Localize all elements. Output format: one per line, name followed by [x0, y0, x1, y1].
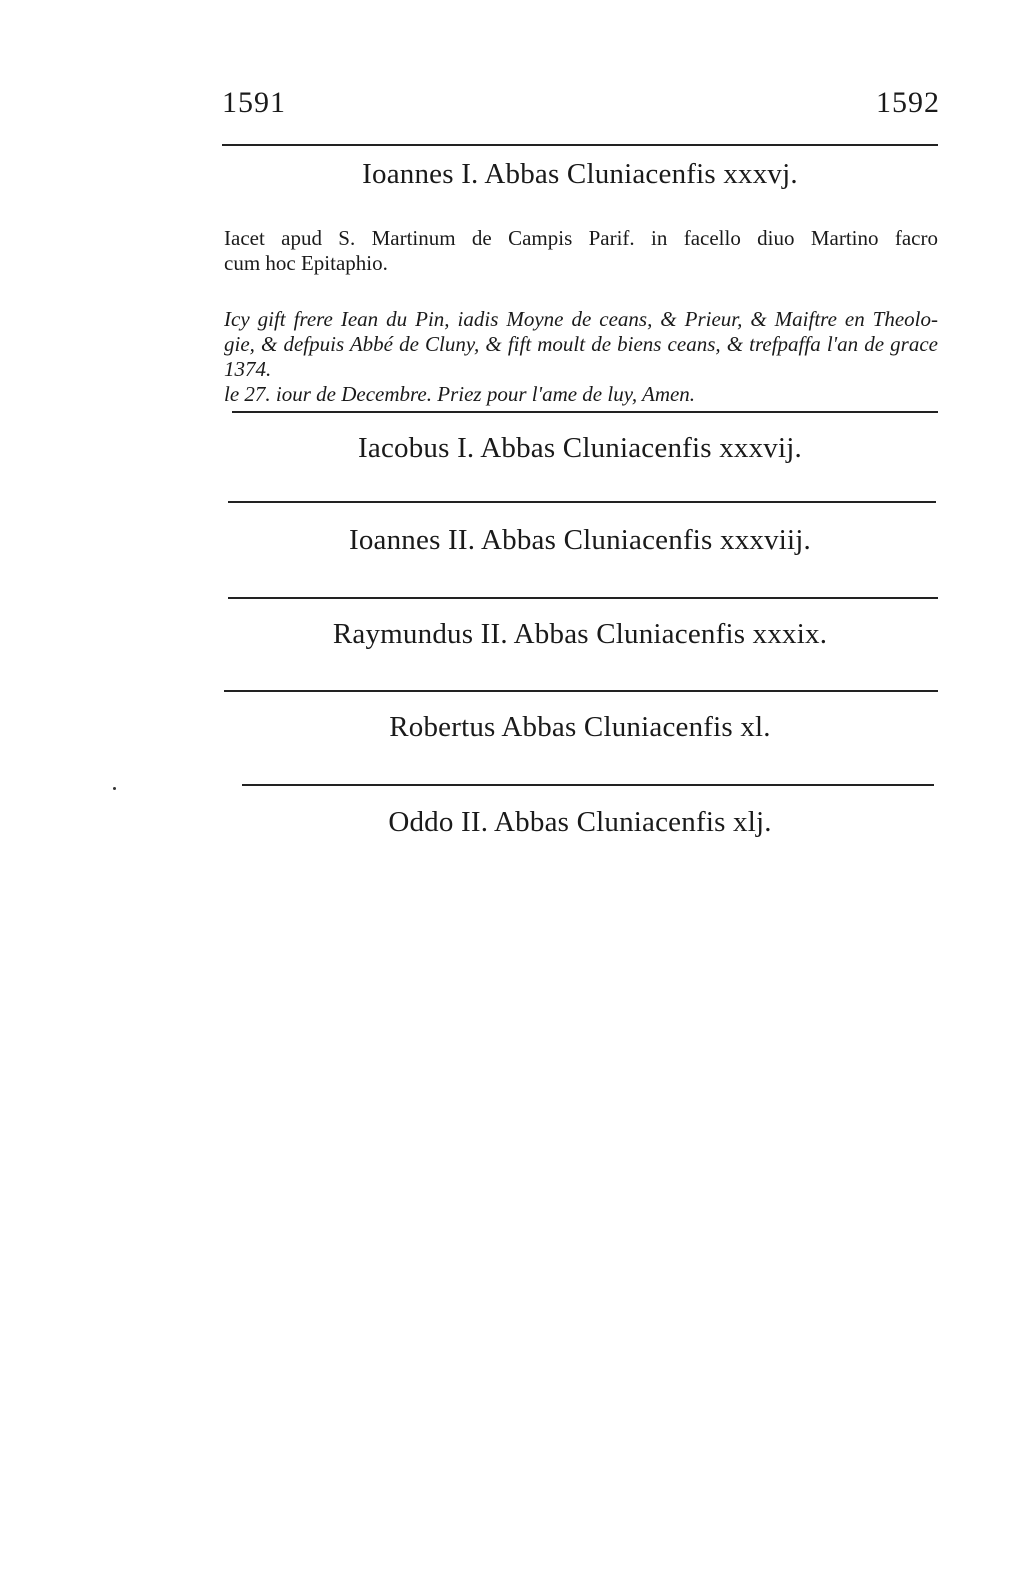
- section-rule-2: [228, 501, 936, 503]
- section-heading-oddo-ii: Oddo II. Abbas Cluniacenfis xlj.: [388, 806, 772, 838]
- epitaph-line-1: Icy gift frere Iean du Pin, iadis Moyne de ceans, & Prieur, & Maiftre en Theolo-: [224, 307, 938, 331]
- epitaph-line-2: gie, & defpuis Abbé de Cluny, & fift moult de biens ceans, & trefpaffa l'an de grace 1374.: [224, 332, 938, 381]
- section-rule-1: [232, 411, 938, 413]
- section-rule-5: [242, 784, 934, 786]
- burial-note-line-1: Iacet apud S. Martinum de Campis Parif. in facello diuo Martino facro: [224, 226, 938, 250]
- header-rule: [222, 144, 938, 146]
- section-heading-ioannes-ii: Ioannes II. Abbas Cluniacenfis xxxviij.: [348, 524, 812, 556]
- burial-note: [224, 226, 938, 276]
- section-rule-4: [224, 690, 938, 692]
- section-heading-raymundus-ii: Raymundus II. Abbas Cluniacenfis xxxix.: [332, 618, 828, 650]
- page-number-right: 1592: [876, 86, 940, 119]
- epitaph: [224, 307, 938, 407]
- section-heading-iacobus-i: Iacobus I. Abbas Cluniacenfis xxxvij.: [358, 432, 802, 464]
- print-speck: [113, 787, 116, 790]
- section-heading-robertus: Robertus Abbas Cluniacenfis xl.: [389, 711, 771, 743]
- section-heading-ioannes-i: Ioannes I. Abbas Cluniacenfis xxxvj.: [362, 158, 798, 190]
- page-number-left: 1591: [222, 86, 286, 119]
- epitaph-line-3: le 27. iour de Decembre. Priez pour l'ame de luy, Amen.: [224, 382, 696, 406]
- section-rule-3: [228, 597, 938, 599]
- burial-note-line-2: cum hoc Epitaphio.: [224, 251, 388, 275]
